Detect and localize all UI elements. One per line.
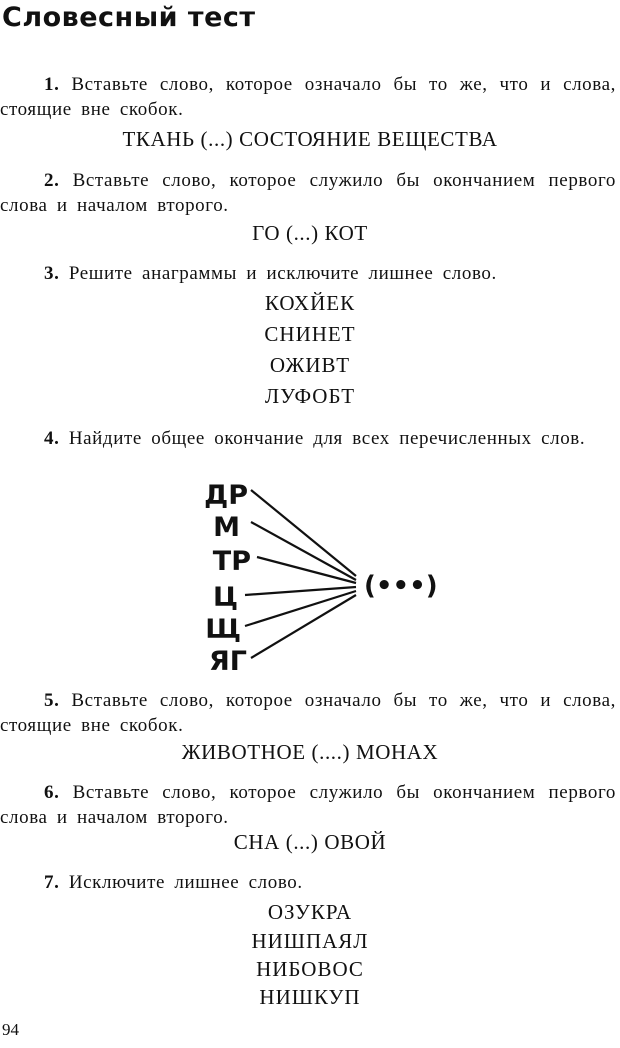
question-6-number: 6.: [44, 782, 60, 803]
diagram-connector-line: [257, 557, 356, 583]
diagram-stem: М: [213, 512, 240, 543]
diagram-stem: Щ: [205, 614, 241, 645]
diagram-stem: ЯГ: [209, 646, 247, 677]
diagram-connector-line: [245, 591, 356, 626]
page-number: 94: [2, 1020, 19, 1039]
question-3-word: КОХЙЕК: [264, 291, 356, 315]
diagram-connector-line: [251, 595, 356, 658]
question-1-text: Вставьте слово, которое означало бы то же, что и слова, стоящие вне скобок.: [0, 74, 616, 120]
question-3-prompt: [0, 261, 616, 286]
question-3-text: Решите анаграммы и исключите лишнее слово.: [68, 263, 497, 284]
diagram-connector-line: [251, 490, 356, 576]
question-7-word: НИШКУП: [259, 985, 361, 1009]
question-4-text: Найдите общее окончание для всех перечисленных слов.: [68, 428, 586, 449]
question-3-number: 3.: [44, 263, 60, 284]
question-5-text: Вставьте слово, которое означало бы то же, что и слова, стоящие вне скобок.: [0, 690, 616, 736]
question-1-prompt: [0, 72, 616, 122]
question-4-prompt: [0, 426, 616, 451]
question-3-word: ЛУФОБТ: [264, 384, 356, 408]
question-7-text: Исключите лишнее слово.: [68, 872, 303, 893]
diagram-connector-line: [251, 522, 356, 580]
question-2-text: Вставьте слово, которое служило бы окончанием первого слова и началом второго.: [0, 170, 616, 216]
question-1-line: ТКАНЬ (...) СОСТОЯНИЕ ВЕЩЕСТВА: [122, 127, 498, 151]
question-7-word: НИШПАЯЛ: [251, 929, 369, 953]
question-4-number: 4.: [44, 428, 60, 449]
question-6-line: СНА (...) ОВОЙ: [233, 830, 387, 854]
question-2-prompt: [0, 168, 616, 218]
diagram-connector-line: [245, 587, 356, 595]
page-title: Словесный тест: [2, 2, 256, 33]
diagram-stem: ДР: [204, 480, 248, 511]
question-5-number: 5.: [44, 690, 60, 711]
question-6-text: Вставьте слово, которое служило бы окончанием первого слова и началом второго.: [0, 782, 616, 828]
question-7-prompt: [0, 870, 616, 895]
question-3-word: ОЖИВТ: [269, 353, 351, 377]
question-7-word: ОЗУКРА: [267, 900, 353, 924]
question-3-word: СНИНЕТ: [264, 322, 356, 346]
word-ending-diagram: [0, 470, 620, 680]
diagram-stem: ТР: [212, 546, 251, 577]
question-6-prompt: [0, 780, 616, 830]
question-1-number: 1.: [44, 74, 60, 95]
diagram-stem: Ц: [212, 582, 238, 613]
diagram-common-ending: (•••): [364, 571, 438, 601]
question-7-word: НИБОВОС: [256, 957, 364, 981]
question-2-number: 2.: [44, 170, 60, 191]
question-5-line: ЖИВОТНОЕ (....) МОНАХ: [181, 740, 439, 764]
question-5-prompt: [0, 688, 616, 738]
question-7-number: 7.: [44, 872, 60, 893]
question-2-line: ГО (...) КОТ: [252, 221, 368, 245]
